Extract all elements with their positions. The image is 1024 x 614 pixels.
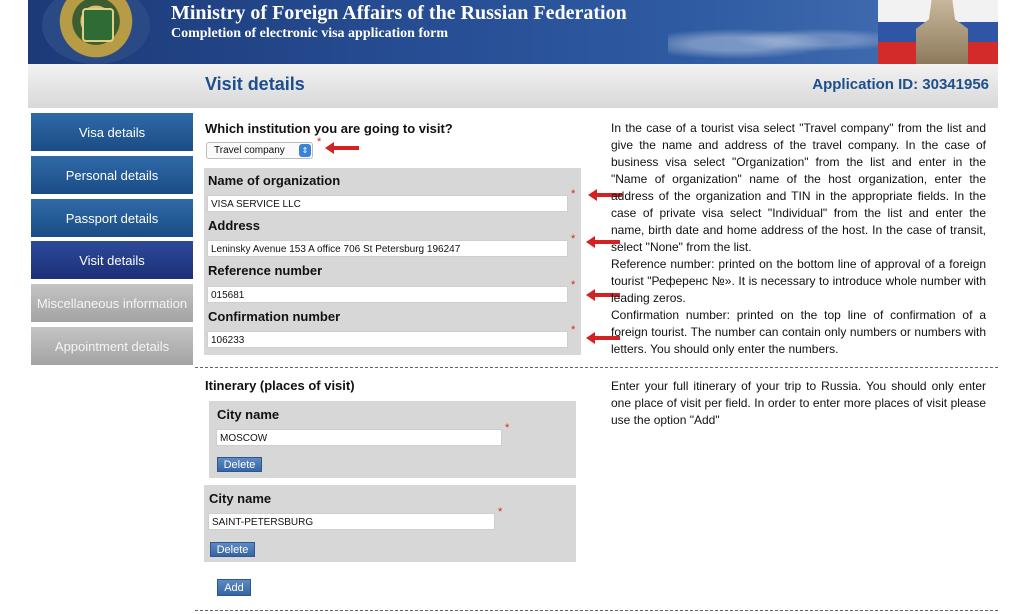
sidebar-item-passport-details[interactable]: Passport details: [31, 199, 193, 237]
required-star: *: [505, 422, 510, 434]
sidebar-item-visit-details[interactable]: Visit details: [31, 241, 193, 279]
city-name-label: City name: [217, 407, 280, 422]
select-arrows-icon: ⇕: [299, 144, 311, 157]
delete-city-button[interactable]: Delete: [210, 542, 255, 557]
red-arrow-icon: [324, 141, 360, 155]
page-title: Visit details: [205, 74, 305, 94]
delete-city-button[interactable]: Delete: [217, 457, 262, 472]
sidebar-item-visa-details[interactable]: Visa details: [31, 113, 193, 151]
institution-question: Which institution you are going to visit?: [205, 121, 453, 136]
section-divider: [195, 610, 998, 611]
city-name-label: City name: [209, 491, 272, 506]
city-name-input[interactable]: SAINT-PETERSBURG: [208, 513, 495, 530]
organization-input[interactable]: VISA SERVICE LLC: [207, 195, 568, 212]
sidebar-item-personal-details[interactable]: Personal details: [31, 156, 193, 194]
sidebar-item-appointment-details: Appointment details: [31, 327, 193, 365]
header-title: Ministry of Foreign Affairs of the Russian Federation: [171, 2, 627, 24]
address-input[interactable]: Leninsky Avenue 153 A office 706 St Petersburg 196247: [207, 240, 568, 257]
confirmation-number-input[interactable]: 106233: [207, 331, 568, 348]
section-divider: [195, 367, 998, 368]
itinerary-label: Itinerary (places of visit): [205, 378, 355, 393]
address-label: Address: [208, 218, 261, 233]
application-id: Application ID: 30341956: [812, 76, 989, 93]
header-clouds: [668, 20, 888, 60]
institution-select[interactable]: [206, 142, 313, 159]
site-header: [28, 0, 998, 64]
institution-select-value: Travel company: [214, 145, 285, 156]
add-city-button[interactable]: Add: [217, 579, 251, 596]
confirmation-help-paragraph: Confirmation number: printed on the top line of confirmation of a foreign tourist. The number can contain only numbers or numbers with letters. You should only enter the numbers.: [611, 308, 986, 356]
reference-help-paragraph: Reference number: printed on the bottom line of approval of a foreign tourist "Референс №». It is necessary to introduce whole number with leading zeros.: [611, 257, 986, 305]
confirmation-number-label: Confirmation number: [208, 309, 341, 324]
visit-help-text: [611, 120, 986, 358]
reference-number-label: Reference number: [208, 263, 323, 278]
required-star: *: [571, 279, 576, 291]
required-star: *: [571, 233, 576, 245]
required-star: *: [498, 506, 503, 518]
header-subtitle: Completion of electronic visa application form: [171, 26, 448, 41]
required-star: *: [571, 324, 576, 336]
ministry-emblem-icon: [42, 0, 150, 64]
city-name-input[interactable]: MOSCOW: [216, 429, 502, 446]
sidebar-item-miscellaneous-information: Miscellaneous information: [31, 284, 193, 322]
required-star: *: [571, 188, 576, 200]
organization-label: Name of organization: [208, 173, 341, 188]
reference-number-input[interactable]: 015681: [207, 286, 568, 303]
visit-help-paragraph: In the case of a tourist visa select "Travel company" from the list and give the name and address of the travel company. In the case of business visa select "Organization" from the list and enter in the "Name of organization" name of the host organization, enter the address of the organization and TIN in the appropriate fields. In the case of private visa select "Individual" from the list and enter the name, birth date and home address of the host. In the case of transit, select "None" from the list.: [611, 121, 986, 254]
required-star: *: [317, 136, 322, 148]
itinerary-help-text: Enter your full itinerary of your trip to Russia. You should only enter one place of visit per field. In order to enter more places of visit please use the option "Add": [611, 379, 986, 427]
